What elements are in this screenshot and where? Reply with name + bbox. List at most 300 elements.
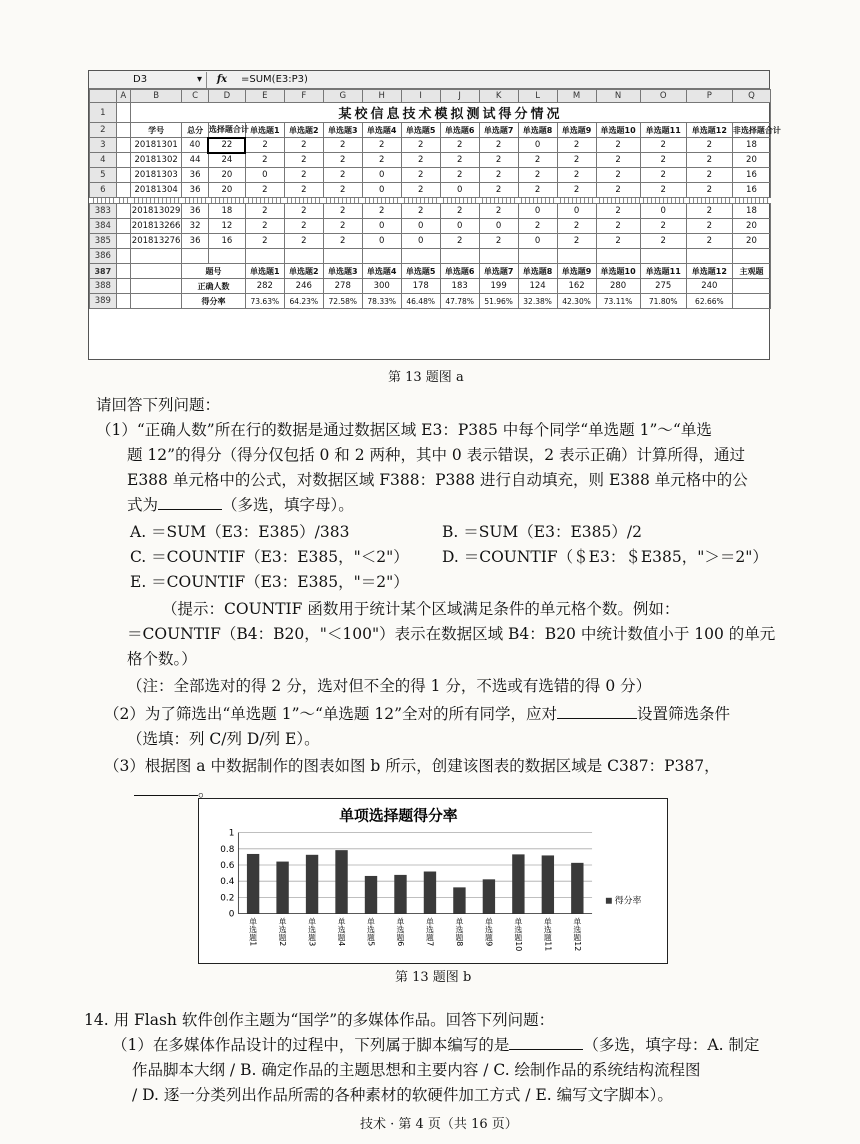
cell[interactable]: 2 <box>440 153 479 168</box>
cell[interactable]: 2 <box>479 204 518 219</box>
cell[interactable] <box>131 264 182 279</box>
row-header[interactable]: 5 <box>90 168 117 183</box>
q2-line-1 <box>104 703 730 725</box>
column-title[interactable]: 单选题11 <box>640 123 686 138</box>
cell[interactable]: 71.80% <box>640 294 686 309</box>
cell[interactable] <box>284 249 323 264</box>
cell[interactable]: 2 <box>640 138 686 153</box>
q1-answer-blank[interactable] <box>158 494 222 510</box>
cell[interactable]: 62.66% <box>686 294 732 309</box>
cell[interactable] <box>640 249 686 264</box>
sheet-title[interactable]: 某校信息技术模拟测试得分情况 <box>131 103 771 123</box>
cell[interactable]: 2 <box>518 183 557 198</box>
cell[interactable] <box>518 249 557 264</box>
cell[interactable]: 2 <box>557 138 596 153</box>
fx-icon[interactable]: fx <box>216 74 228 85</box>
row-header[interactable]: 383 <box>90 204 117 219</box>
bar <box>306 855 318 914</box>
cell[interactable]: 2 <box>323 153 362 168</box>
cell[interactable]: 2 <box>518 219 557 234</box>
cell[interactable]: 单选题3 <box>323 264 362 279</box>
option-e: E. ＝COUNTIF（E3：E385，"＝2"） <box>130 573 409 591</box>
y-tick-label: 0 <box>228 909 235 920</box>
cell[interactable] <box>116 294 130 309</box>
cell[interactable]: 2 <box>284 168 323 183</box>
q3-end: 。 <box>198 782 214 800</box>
cell[interactable] <box>116 204 130 219</box>
cell[interactable]: 2 <box>401 138 440 153</box>
cell[interactable]: 2 <box>557 168 596 183</box>
cell[interactable]: 2 <box>640 153 686 168</box>
cell[interactable]: 2 <box>557 234 596 249</box>
column-title[interactable]: 单选题4 <box>362 123 401 138</box>
column-title[interactable]: 单选题9 <box>557 123 596 138</box>
y-tick-label: 0.4 <box>220 877 235 888</box>
column-title[interactable]: 选择题合计 <box>208 123 245 138</box>
cell[interactable]: 2 <box>401 168 440 183</box>
cell[interactable]: 单选题7 <box>479 264 518 279</box>
cell[interactable]: 2 <box>245 183 284 198</box>
q3-answer-blank[interactable] <box>134 780 198 796</box>
cell[interactable]: 0 <box>362 234 401 249</box>
cell[interactable]: 2 <box>362 204 401 219</box>
option-d: D. ＝COUNTIF（＄E3：＄E385，"＞＝2"） <box>442 548 768 566</box>
table-row <box>90 138 771 153</box>
cell[interactable] <box>116 264 130 279</box>
cell[interactable]: 2 <box>557 153 596 168</box>
formula-bar <box>89 71 769 89</box>
cell[interactable]: 2 <box>245 234 284 249</box>
cell[interactable]: 2 <box>323 204 362 219</box>
cell[interactable]: 36 <box>182 183 209 198</box>
cell[interactable]: 240 <box>686 279 732 294</box>
cell[interactable]: 2 <box>596 183 640 198</box>
bar <box>571 863 583 914</box>
row-header[interactable]: 385 <box>90 234 117 249</box>
cell[interactable]: 73.11% <box>596 294 640 309</box>
summary-label[interactable]: 正确人数 <box>182 279 246 294</box>
cell[interactable]: 0 <box>640 204 686 219</box>
cell[interactable]: 2 <box>686 204 732 219</box>
cell[interactable]: 20 <box>208 168 245 183</box>
bar <box>335 850 347 913</box>
cell[interactable]: 44 <box>182 153 209 168</box>
x-tick-label: 单选题9 <box>484 917 494 947</box>
cell[interactable]: 201813029 <box>131 204 182 219</box>
cell[interactable]: 2 <box>362 153 401 168</box>
column-title[interactable]: 单选题12 <box>686 123 732 138</box>
cell[interactable] <box>440 249 479 264</box>
cell[interactable] <box>362 249 401 264</box>
cell[interactable]: 18 <box>732 138 770 153</box>
table-row <box>90 219 771 234</box>
column-header[interactable]: F <box>284 90 323 103</box>
formula-input[interactable]: =SUM(E3:P3) <box>241 74 308 85</box>
q1-line-4 <box>127 494 354 516</box>
cell[interactable] <box>116 183 130 198</box>
cell[interactable] <box>479 249 518 264</box>
cell[interactable] <box>116 168 130 183</box>
cell[interactable]: 2 <box>401 153 440 168</box>
cell[interactable]: 单选题2 <box>284 264 323 279</box>
corner-cell[interactable] <box>90 90 117 103</box>
cell[interactable]: 20 <box>208 183 245 198</box>
cell[interactable] <box>131 294 182 309</box>
x-tick-label: 单选题11 <box>543 917 553 952</box>
row-header[interactable]: 389 <box>90 294 117 309</box>
column-header[interactable]: O <box>640 90 686 103</box>
cell[interactable]: 单选题8 <box>518 264 557 279</box>
column-title[interactable]: 单选题8 <box>518 123 557 138</box>
cell[interactable]: 201813276 <box>131 234 182 249</box>
cell[interactable] <box>208 249 245 264</box>
column-title[interactable]: 单选题10 <box>596 123 640 138</box>
bar <box>365 876 377 914</box>
column-header[interactable]: M <box>557 90 596 103</box>
cell[interactable] <box>401 249 440 264</box>
cell[interactable]: 2 <box>686 183 732 198</box>
summary-row <box>90 294 771 309</box>
cell[interactable]: 2 <box>323 183 362 198</box>
cell[interactable]: 2 <box>596 234 640 249</box>
cell[interactable]: 2 <box>440 234 479 249</box>
column-title[interactable]: 非选择题合计 <box>732 123 770 138</box>
cell[interactable]: 201813266 <box>131 219 182 234</box>
question-intro: 请回答下列问题： <box>96 396 221 414</box>
cell[interactable]: 36 <box>182 234 209 249</box>
row-header[interactable]: 1 <box>90 103 117 123</box>
cell[interactable]: 2 <box>401 204 440 219</box>
cell[interactable]: 0 <box>518 234 557 249</box>
column-header[interactable]: P <box>686 90 732 103</box>
cell[interactable]: 2 <box>640 234 686 249</box>
cell[interactable]: 2 <box>686 219 732 234</box>
table-row <box>90 234 771 249</box>
cell[interactable]: 2 <box>245 204 284 219</box>
cell[interactable]: 280 <box>596 279 640 294</box>
cell[interactable]: 2 <box>440 168 479 183</box>
column-header[interactable]: J <box>440 90 479 103</box>
cell[interactable] <box>116 138 130 153</box>
cell[interactable]: 20181301 <box>131 138 182 153</box>
cell[interactable]: 20 <box>732 219 770 234</box>
title-row <box>90 103 771 123</box>
bar <box>394 875 406 914</box>
cell[interactable]: 2 <box>686 234 732 249</box>
cell[interactable]: 72.58% <box>323 294 362 309</box>
cell[interactable]: 2 <box>596 138 640 153</box>
cell[interactable]: 2 <box>686 138 732 153</box>
name-box[interactable] <box>89 72 207 88</box>
sheet-grid <box>89 89 781 309</box>
row-header[interactable]: 384 <box>90 219 117 234</box>
cell[interactable]: 0 <box>401 219 440 234</box>
cell[interactable]: 2 <box>284 204 323 219</box>
cell[interactable]: 246 <box>284 279 323 294</box>
cell[interactable]: 2 <box>245 219 284 234</box>
cell[interactable]: 单选题11 <box>640 264 686 279</box>
cell[interactable] <box>596 249 640 264</box>
row-header[interactable]: 2 <box>90 123 117 138</box>
cell[interactable]: 20 <box>732 153 770 168</box>
cell[interactable]: 2 <box>284 138 323 153</box>
column-title[interactable]: 单选题2 <box>284 123 323 138</box>
table-row <box>90 249 771 264</box>
cell[interactable]: 2 <box>323 168 362 183</box>
q2-line-2: （选填：列 C/列 D/列 E）。 <box>127 730 320 748</box>
cell[interactable] <box>116 103 130 123</box>
cell[interactable] <box>323 249 362 264</box>
cell[interactable]: 51.96% <box>479 294 518 309</box>
bar <box>542 855 554 913</box>
cell[interactable]: 2 <box>640 168 686 183</box>
cell[interactable]: 12 <box>208 219 245 234</box>
column-header[interactable]: D <box>208 90 245 103</box>
cell[interactable]: 2 <box>245 138 284 153</box>
spreadsheet-screenshot <box>88 70 781 360</box>
cell[interactable]: 40 <box>182 138 209 153</box>
cell[interactable]: 2 <box>596 204 640 219</box>
cell[interactable]: 64.23% <box>284 294 323 309</box>
q2-answer-blank[interactable] <box>557 703 637 719</box>
cell[interactable]: 20 <box>732 234 770 249</box>
row-header[interactable]: 3 <box>90 138 117 153</box>
cell[interactable]: 2 <box>640 183 686 198</box>
cell[interactable]: 0 <box>245 168 284 183</box>
cell[interactable]: 单选题10 <box>596 264 640 279</box>
row-header[interactable]: 387 <box>90 264 117 279</box>
hint-line-3: 格个数。） <box>127 650 197 668</box>
cell[interactable]: 20181302 <box>131 153 182 168</box>
column-header[interactable]: A <box>116 90 130 103</box>
column-title[interactable]: 总分 <box>182 123 209 138</box>
cell[interactable]: 16 <box>732 168 770 183</box>
cell[interactable] <box>245 249 284 264</box>
table-row <box>90 168 771 183</box>
cell[interactable]: 0 <box>557 204 596 219</box>
cell[interactable]: 0 <box>362 183 401 198</box>
cell[interactable]: 0 <box>518 204 557 219</box>
cell[interactable]: 2 <box>518 153 557 168</box>
cell[interactable]: 2 <box>686 168 732 183</box>
cell[interactable]: 单选题1 <box>245 264 284 279</box>
cell[interactable]: 2 <box>323 219 362 234</box>
cell[interactable]: 单选题9 <box>557 264 596 279</box>
q1-prompt: 式为 <box>127 496 159 514</box>
selected-cell[interactable]: 22 <box>208 138 245 153</box>
row-header[interactable]: 4 <box>90 153 117 168</box>
q1-instruction: （多选，填字母）。 <box>222 496 354 514</box>
column-header[interactable]: B <box>131 90 182 103</box>
cell[interactable] <box>116 234 130 249</box>
cell[interactable]: 183 <box>440 279 479 294</box>
cell[interactable]: 24 <box>208 153 245 168</box>
summary-label[interactable]: 得分率 <box>182 294 246 309</box>
cell[interactable]: 单选题4 <box>362 264 401 279</box>
cell[interactable]: 36 <box>182 204 209 219</box>
figure-caption-b: 第 13 题图 b <box>395 970 472 985</box>
cell[interactable] <box>732 249 770 264</box>
q14-line-2 <box>112 1034 759 1056</box>
cell[interactable]: 0 <box>362 168 401 183</box>
chevron-down-icon[interactable]: ▾ <box>196 74 202 85</box>
cell[interactable]: 20181304 <box>131 183 182 198</box>
cell[interactable]: 178 <box>401 279 440 294</box>
cell[interactable]: 162 <box>557 279 596 294</box>
cell[interactable]: 20181303 <box>131 168 182 183</box>
column-title[interactable]: 单选题7 <box>479 123 518 138</box>
cell[interactable]: 2 <box>284 153 323 168</box>
column-title[interactable]: 学号 <box>131 123 182 138</box>
table-row <box>90 204 771 219</box>
column-header[interactable]: Q <box>732 90 770 103</box>
cell[interactable] <box>557 249 596 264</box>
cell[interactable] <box>131 279 182 294</box>
cell[interactable]: 2 <box>596 219 640 234</box>
cell[interactable]: 2 <box>284 234 323 249</box>
q14-answer-blank[interactable] <box>509 1034 583 1050</box>
x-tick-label: 单选题8 <box>454 917 464 947</box>
summary-label[interactable]: 题号 <box>182 264 246 279</box>
cell[interactable]: 2 <box>479 183 518 198</box>
cell[interactable]: 18 <box>208 204 245 219</box>
cell[interactable]: 2 <box>596 168 640 183</box>
row-header[interactable]: 386 <box>90 249 117 264</box>
cell[interactable]: 278 <box>323 279 362 294</box>
q2-prompt: （2）为了筛选出“单选题 1”～“单选题 12”全对的所有同学，应对 <box>104 705 557 723</box>
cell[interactable]: 16 <box>208 234 245 249</box>
cell[interactable]: 32 <box>182 219 209 234</box>
cell[interactable]: 36 <box>182 168 209 183</box>
cell[interactable]: 2 <box>245 153 284 168</box>
cell[interactable]: 47.78% <box>440 294 479 309</box>
cell[interactable] <box>116 219 130 234</box>
column-header[interactable]: C <box>182 90 209 103</box>
cell[interactable]: 单选题5 <box>401 264 440 279</box>
q1-line-2: 题 12”的得分（得分仅包括 0 和 2 两种，其中 0 表示错误，2 表示正确）计算所得，通过 <box>127 446 746 464</box>
bar <box>247 854 259 914</box>
bar <box>276 862 288 914</box>
summary-row <box>90 264 771 279</box>
cell[interactable]: 2 <box>686 153 732 168</box>
cell[interactable]: 2 <box>440 204 479 219</box>
column-header[interactable]: I <box>401 90 440 103</box>
cell[interactable]: 2 <box>362 138 401 153</box>
cell[interactable]: 2 <box>284 183 323 198</box>
cell[interactable]: 300 <box>362 279 401 294</box>
cell[interactable] <box>116 153 130 168</box>
cell[interactable]: 199 <box>479 279 518 294</box>
cell[interactable]: 0 <box>518 138 557 153</box>
cell[interactable] <box>116 279 130 294</box>
cell[interactable]: 2 <box>323 234 362 249</box>
cell[interactable]: 73.63% <box>245 294 284 309</box>
cell[interactable]: 18 <box>732 204 770 219</box>
cell[interactable] <box>182 249 209 264</box>
cell[interactable]: 2 <box>557 219 596 234</box>
option-c: C. ＝COUNTIF（E3：E385，"＜2"） <box>130 548 409 566</box>
cell[interactable] <box>732 294 770 309</box>
cell[interactable]: 2 <box>518 168 557 183</box>
score-rate-chart <box>198 798 668 964</box>
cell[interactable]: 0 <box>479 219 518 234</box>
x-tick-label: 单选题4 <box>337 917 347 947</box>
hint-line-1: （提示：COUNTIF 函数用于统计某个区域满足条件的单元格个数。例如： <box>162 600 680 618</box>
cell[interactable] <box>686 249 732 264</box>
cell[interactable]: 单选题12 <box>686 264 732 279</box>
row-header[interactable]: 6 <box>90 183 117 198</box>
cell[interactable]: 2 <box>596 153 640 168</box>
figure-caption-a: 第 13 题图 a <box>388 370 464 385</box>
column-title[interactable]: 单选题3 <box>323 123 362 138</box>
column-title[interactable]: 单选题6 <box>440 123 479 138</box>
cell[interactable]: 2 <box>479 168 518 183</box>
cell[interactable]: 32.38% <box>518 294 557 309</box>
cell[interactable]: 282 <box>245 279 284 294</box>
cell[interactable]: 2 <box>479 234 518 249</box>
cell[interactable]: 单选题6 <box>440 264 479 279</box>
q14-line-1: 14. 用 Flash 软件创作主题为“国学”的多媒体作品。回答下列问题： <box>84 1011 555 1029</box>
bar <box>512 854 524 913</box>
x-tick-label: 单选题7 <box>425 917 435 947</box>
column-title[interactable]: 单选题1 <box>245 123 284 138</box>
chart-title: 单项选择题得分率 <box>339 807 458 825</box>
page-footer: 技术 · 第 4 页（共 16 页） <box>360 1117 518 1132</box>
column-header[interactable]: H <box>362 90 401 103</box>
table-row <box>90 183 771 198</box>
q3-line-1: （3）根据图 a 中数据制作的图表如图 b 所示，创建该图表的数据区域是 C387：P387， <box>104 757 720 775</box>
legend-label: 得分率 <box>614 896 642 907</box>
cell[interactable]: 主观题 <box>732 264 770 279</box>
cell[interactable]: 2 <box>323 138 362 153</box>
cell[interactable]: 0 <box>362 219 401 234</box>
cell[interactable] <box>116 123 130 138</box>
cell[interactable]: 78.33% <box>362 294 401 309</box>
cell[interactable]: 124 <box>518 279 557 294</box>
cell[interactable] <box>131 249 182 264</box>
cell[interactable]: 0 <box>401 234 440 249</box>
cell[interactable]: 2 <box>479 153 518 168</box>
column-header[interactable]: K <box>479 90 518 103</box>
column-title[interactable]: 单选题5 <box>401 123 440 138</box>
y-tick-label: 1 <box>228 828 235 839</box>
cell[interactable]: 2 <box>557 183 596 198</box>
cell[interactable]: 42.30% <box>557 294 596 309</box>
column-header[interactable]: L <box>518 90 557 103</box>
cell[interactable]: 16 <box>732 183 770 198</box>
cell[interactable]: 2 <box>479 138 518 153</box>
column-header[interactable]: G <box>323 90 362 103</box>
cell[interactable]: 0 <box>440 219 479 234</box>
column-header[interactable]: N <box>596 90 640 103</box>
cell[interactable]: 275 <box>640 279 686 294</box>
x-tick-label: 单选题12 <box>572 917 582 952</box>
x-tick-label: 单选题2 <box>278 917 288 947</box>
column-header[interactable]: E <box>245 90 284 103</box>
cell[interactable]: 46.48% <box>401 294 440 309</box>
cell[interactable]: 2 <box>440 138 479 153</box>
cell[interactable]: 2 <box>640 219 686 234</box>
q14-line-3: 作品脚本大纲 / B. 确定作品的主题思想和主要内容 / C. 绘制作品的系统结构流程图 <box>132 1061 701 1079</box>
cell[interactable] <box>116 249 130 264</box>
cell[interactable]: 2 <box>401 183 440 198</box>
cell[interactable]: 0 <box>440 183 479 198</box>
bar <box>453 887 465 913</box>
cell[interactable] <box>732 279 770 294</box>
cell[interactable]: 2 <box>284 219 323 234</box>
chart-bars <box>247 850 584 913</box>
row-header[interactable]: 388 <box>90 279 117 294</box>
